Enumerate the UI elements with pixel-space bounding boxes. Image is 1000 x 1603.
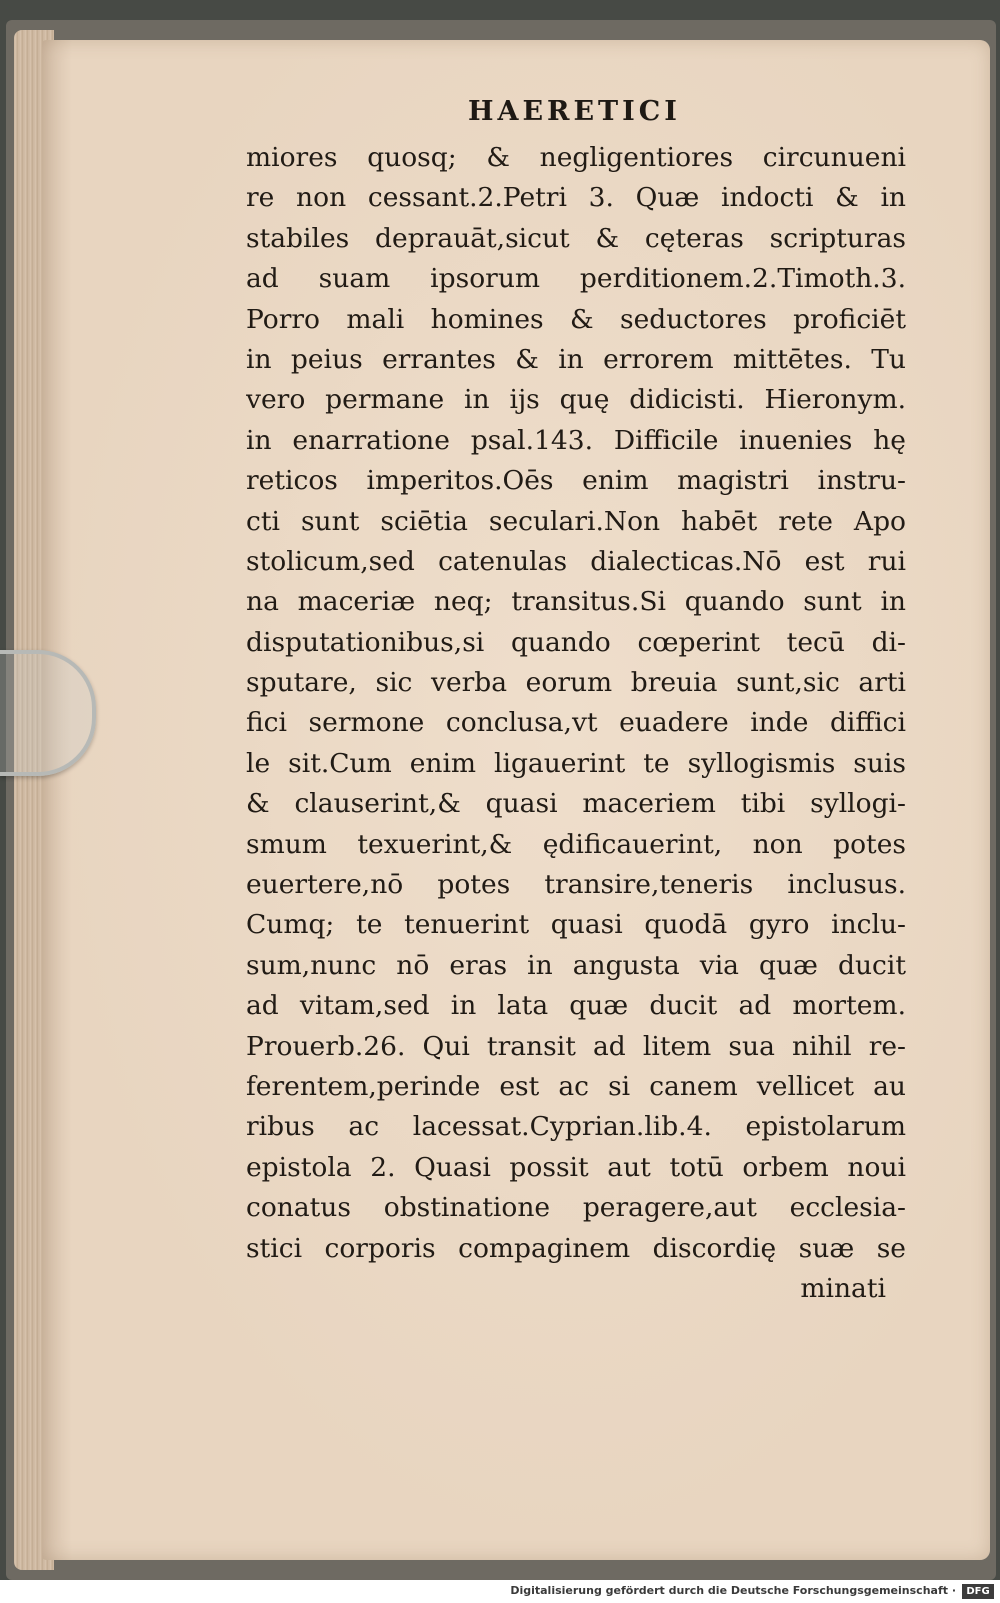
text-line: epistola 2. Quasi possit aut totū orbem noui <box>246 1151 906 1183</box>
text-line: stabiles deprauāt,sicut & cęteras scripturas <box>246 222 906 254</box>
text-line: stolicum,sed catenulas dialecticas.Nō est rui <box>246 545 906 577</box>
text-line: cti sunt sciētia seculari.Non habēt rete Apo <box>246 505 906 537</box>
text-line: Cumq; te tenuerint quasi quodā gyro inclu- <box>246 909 906 941</box>
text-line: re non cessant.2.Petri 3. Quæ indocti & in <box>246 182 906 214</box>
text-line: reticos imperitos.Oēs enim magistri instru- <box>246 465 906 497</box>
text-line: stici corporis compaginem discordię suæ se <box>246 1232 906 1264</box>
text-line: fici sermone conclusa,vt euadere inde diffici <box>246 707 906 739</box>
text-line: Porro mali homines & seductores proficiēt <box>246 303 906 335</box>
text-line: ad suam ipsorum perditionem.2.Timoth.3. <box>246 263 906 295</box>
body-text <box>246 138 906 1309</box>
text-line: sum,nunc nō eras in angusta via quæ ducit <box>246 949 906 981</box>
text-line: smum texuerint,& ędificauerint, non potes <box>246 828 906 860</box>
dfg-logo: DFG <box>962 1584 994 1599</box>
digitization-credit: Digitalisierung gefördert durch die Deutsche Forschungsgemeinschaft · <box>510 1584 956 1597</box>
text-line: miores quosq; & negligentiores circunueni <box>246 142 906 173</box>
text-line: ferentem,perinde est ac si canem vellicet au <box>246 1070 906 1102</box>
running-head: HAERETICI <box>468 96 681 127</box>
text-line: euertere,nō potes transire,teneris inclusus. <box>246 869 906 901</box>
text-line: in peius errantes & in errorem mittētes. Tu <box>246 343 906 375</box>
text-line: ribus ac lacessat.Cyprian.lib.4. epistolarum <box>246 1111 906 1143</box>
text-line: vero permane in ijs quę didicisti. Hieronym. <box>246 384 906 416</box>
text-line: na maceriæ neq; transitus.Si quando sunt in <box>246 586 906 618</box>
text-line: sputare, sic verba eorum breuia sunt,sic arti <box>246 667 906 699</box>
catchword: minati <box>800 1272 886 1304</box>
text-line: conatus obstinatione peragere,aut ecclesia- <box>246 1192 906 1224</box>
text-line: disputationibus,si quando cœperint tecū di- <box>246 626 906 658</box>
text-line: Prouerb.26. Qui transit ad litem sua nihil re- <box>246 1030 906 1062</box>
text-line: ad vitam,sed in lata quæ ducit ad mortem. <box>246 990 906 1022</box>
text-line: & clauserint,& quasi maceriem tibi syllogi- <box>246 788 906 820</box>
text-line: in enarratione psal.143. Difficile inuenies hę <box>246 424 906 456</box>
text-line: le sit.Cum enim ligauerint te syllogismis suis <box>246 747 906 779</box>
